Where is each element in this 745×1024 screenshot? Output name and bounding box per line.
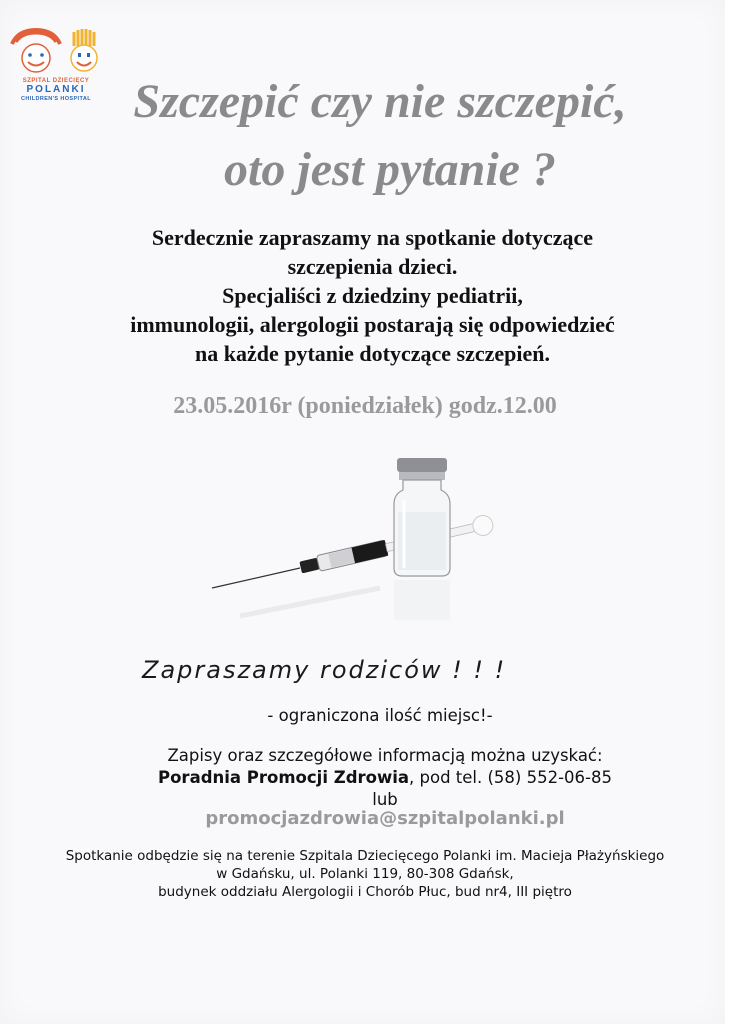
location-line: budynek oddziału Alergologii i Chorób Płuc, bud nr4, III piętro [158, 884, 572, 900]
invitation-text [40, 223, 705, 368]
event-date: 23.05.2016r (poniedziałek) godz.12.00 [173, 393, 557, 419]
clinic-name: Poradnia Promocji Zdrowia [158, 768, 410, 787]
logo-subtitle: SZPITAL DZIECIĘCY [22, 78, 90, 84]
registration-intro: Zapisy oraz szczegółowe informacją można uzyskać: [167, 746, 603, 765]
invitation-line: na każde pytanie dotyczące szczepień. [195, 341, 550, 366]
location-line: Spotkanie odbędzie się na terenie Szpitala Dziecięcego Polanki im. Macieja Płażyńskiego [65, 848, 665, 864]
registration-or: lub [372, 790, 398, 809]
clinic-phone: , pod tel. (58) 552-06-85 [409, 768, 612, 787]
invitation-line: Serdecznie zapraszamy na spotkanie dotyczące [151, 225, 594, 250]
registration-contact [60, 768, 710, 787]
poster-title-line-1: Szczepić czy nie szczepić, [133, 75, 627, 128]
vaccine-vial-syringe-icon [200, 450, 500, 630]
poster-title-line-2: oto jest pytanie ? [224, 143, 556, 196]
handwritten-note [140, 640, 540, 700]
invitation-line: immunologii, alergologii postarają się odpowiedzieć [130, 312, 615, 337]
children-faces-icon [8, 22, 108, 78]
logo-english: CHILDREN'S HOSPITAL [21, 96, 91, 102]
svg-text:Zapraszamy rodziców ! ! !: Zapraszamy rodziców ! ! ! [142, 656, 507, 684]
invitation-line: Specjaliści z dziedziny pediatrii, [222, 283, 523, 308]
invitation-line: szczepienia dzieci. [287, 254, 458, 279]
scan-margin [725, 0, 745, 1024]
limited-seats-notice: - ograniczona ilość miejsc!- [267, 706, 493, 725]
location-line: w Gdańsku, ul. Polanki 119, 80-308 Gdańsk, [216, 866, 514, 882]
hospital-logo [8, 22, 108, 102]
contact-email: promocjazdrowia@szpitalpolanki.pl [205, 808, 565, 829]
logo-name: POLANKI [26, 84, 86, 95]
